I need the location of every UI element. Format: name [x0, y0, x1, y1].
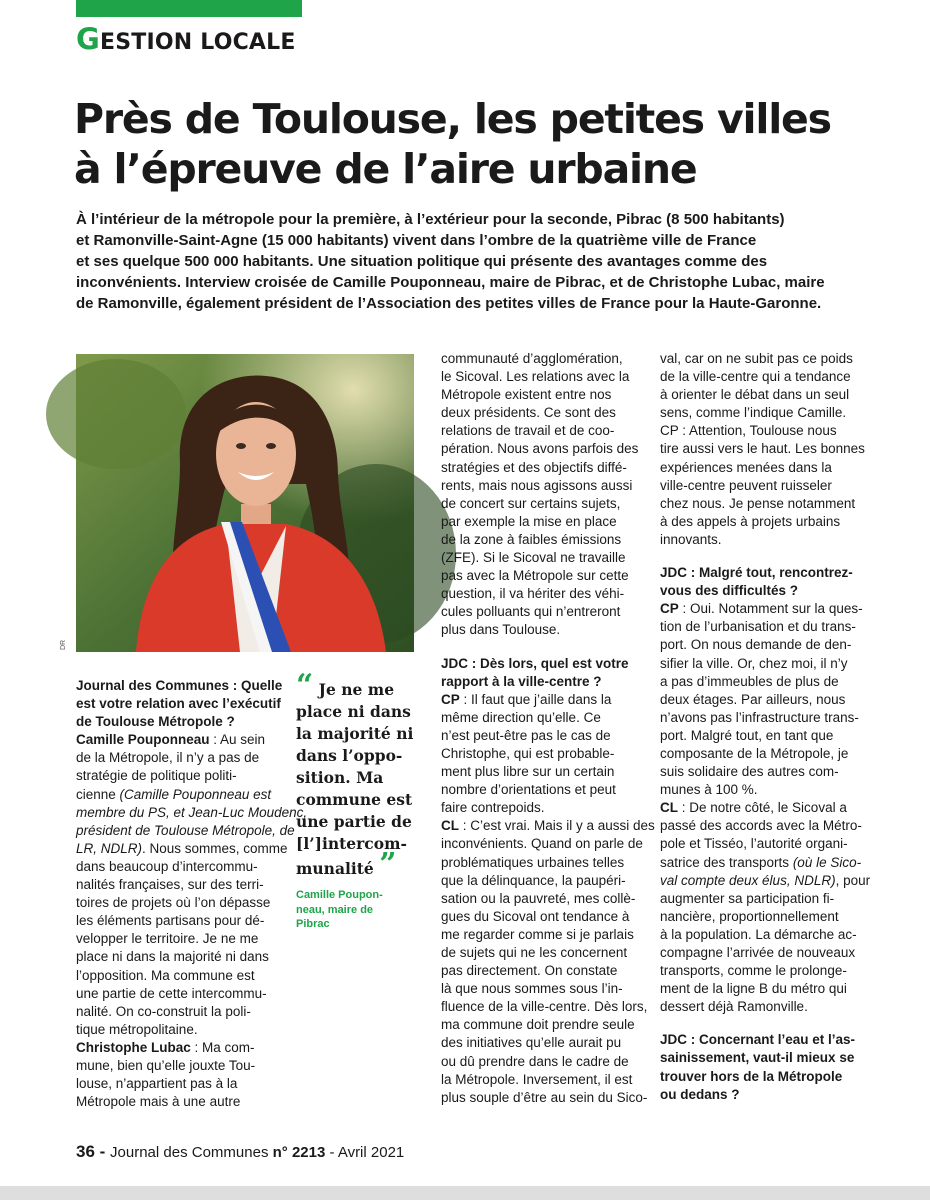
answer-line: faire contrepoids.: [441, 800, 545, 816]
answer-line: de concert sur certains sujets,: [441, 495, 621, 511]
answer-line: pole et Tisséo, l’autorité organi-: [660, 836, 848, 852]
answer-line: président de Toulouse Métropole, de: [76, 822, 295, 838]
question-line: trouver hors de la Métropole: [660, 1068, 843, 1084]
question-line: de Toulouse Métropole ?: [76, 714, 235, 730]
answer-line: port. On nous demande de den-: [660, 637, 852, 653]
text-column-3: [660, 350, 871, 1104]
answer-line: deux étages. Par ailleurs, nous: [660, 691, 846, 707]
answer-line: Christophe, qui est probable-: [441, 745, 615, 761]
answer-line: augmenter sa participation fi-: [660, 890, 835, 906]
answer-line: là que nous sommes sous l’in-: [441, 981, 623, 997]
answer-line: nombre d’orientations et peut: [441, 782, 616, 798]
photo-credit: DR: [60, 639, 67, 650]
section-color-bar: [76, 0, 302, 17]
answer-line: munes à 100 %.: [660, 782, 758, 798]
page-edge: [0, 1186, 930, 1200]
page-footer: 36 - Journal des Communes n° 2213 - Avril 2021: [76, 1142, 405, 1161]
answer-line: cienne (Camille Pouponneau est: [76, 786, 272, 802]
answer-line: de la ville-centre qui a tendance: [660, 369, 851, 385]
answer-line: la Métropole. Inversement, il est: [441, 1071, 633, 1087]
answer-line: à des appels à projets urbains: [660, 513, 841, 529]
answer-line: ville-centre peuvent ruisseler: [660, 477, 832, 493]
answer-line: (ZFE). Si le Sicoval ne travaille: [441, 550, 626, 566]
answer-line: à la population. La démarche ac-: [660, 926, 857, 942]
answer-line: me regarder comme si je parlais: [441, 926, 634, 942]
answer-line: CL : C’est vrai. Mais il y a aussi des: [441, 818, 655, 834]
answer-line: val compte deux élus, NDLR), pour: [660, 872, 871, 888]
text-column-2: [441, 350, 655, 1107]
answer-line: n’avons pas l’infrastructure trans-: [660, 709, 859, 725]
question-line: JDC : Concernant l’eau et l’as-: [660, 1032, 856, 1048]
answer-line: Métropole mais à une autre: [76, 1094, 241, 1110]
answer-line: composante de la Métropole, je: [660, 745, 849, 761]
pull-quote-line: munalité: [296, 859, 374, 878]
lead-line: et ses quelque 500 000 habitants. Une situation politique qui présente des avantages comme des: [76, 253, 768, 270]
answer-line: dans beaucoup d’intercommu-: [76, 858, 258, 874]
answer-line: port. Malgré tout, en tant que: [660, 727, 834, 743]
answer-line: expériences menées dans la: [660, 459, 832, 475]
answer-line: Camille Pouponneau : Au sein: [76, 732, 266, 748]
answer-line: sifier la ville. Or, chez moi, il n’y: [660, 655, 848, 671]
question-line: rapport à la ville-centre ?: [441, 673, 602, 689]
lead-line: À l’intérieur de la métropole pour la première, à l’extérieur pour la seconde, Pibrac (8 500 habitants): [76, 211, 785, 228]
pull-quote-line: place ni dans: [296, 702, 411, 721]
pull-quote-line: dans l’oppo-: [296, 746, 403, 765]
answer-line: à orienter le débat dans un seul: [660, 387, 850, 403]
open-quote-mark: “: [296, 668, 314, 703]
answer-line: plus dans Toulouse.: [441, 622, 561, 638]
journal-name: Journal des Communes: [110, 1144, 269, 1161]
headline-line: à l’épreuve de l’aire urbaine: [74, 145, 697, 193]
answer-line: CP : Attention, Toulouse nous: [660, 423, 837, 439]
answer-line: CP : Il faut que j’aille dans la: [441, 691, 612, 707]
answer-line: question, il va hériter des véhi-: [441, 586, 625, 602]
answer-line: fluence de la ville-centre. Dès lors,: [441, 999, 648, 1015]
answer-line: sation ou la pauvreté, mes collè-: [441, 890, 636, 906]
answer-line: louse, n’appartient pas à la: [76, 1076, 238, 1092]
answer-line: stratégies et des objectifs diffé-: [441, 459, 627, 475]
answer-line: Métropole existent entre nos: [441, 387, 612, 403]
answer-line: sens, comme l’indique Camille.: [660, 405, 847, 421]
answer-line: stratégie de politique politi-: [76, 768, 237, 784]
answer-line: de la Métropole, il n’y a pas de: [76, 750, 260, 766]
question-line: vous des difficultés ?: [660, 583, 799, 599]
pull-quote-line: sition. Ma: [296, 768, 384, 787]
article-lead: [76, 209, 866, 314]
question-line: JDC : Dès lors, quel est votre: [441, 655, 629, 671]
answer-line: ment plus libre sur un certain: [441, 764, 615, 780]
answer-line: tire aussi vers le haut. Les bonnes: [660, 441, 865, 457]
answer-line: l’opposition. Ma commune est: [76, 967, 255, 983]
answer-line: inconvénients. Quand on parle de: [441, 836, 643, 852]
lead-line: inconvénients. Interview croisée de Camille Pouponneau, maire de Pibrac, et de Christophe Lubac, maire: [76, 274, 825, 291]
answer-line: de sujets qui ne les concernent: [441, 945, 628, 960]
answer-line: par exemple la mise en place: [441, 513, 617, 529]
close-quote-mark: ”: [379, 847, 397, 882]
answer-line: Christophe Lubac : Ma com-: [76, 1039, 255, 1055]
page-number: 36: [76, 1142, 95, 1161]
answer-line: des initiatives qu’elle aurait pu: [441, 1035, 622, 1051]
answer-line: ou dû prendre dans le cadre de: [441, 1053, 629, 1069]
answer-line: velopper le territoire. Je ne me: [76, 931, 259, 947]
section-label: GESTION LOCALE: [76, 22, 296, 56]
answer-line: une partie de cette intercommu-: [76, 985, 267, 1001]
headline-line: Près de Toulouse, les petites villes: [74, 95, 831, 143]
pull-quote-line: Je ne me: [318, 680, 395, 699]
article-headline: [74, 94, 874, 194]
answer-line: CL : De notre côté, le Sicoval a: [660, 800, 847, 816]
answer-line: les éléments partisans pour dé-: [76, 913, 265, 929]
answer-line: toires de projets où l’on dépasse: [76, 895, 271, 911]
question-line: ou dedans ?: [660, 1086, 740, 1102]
pull-quote-line: une partie de: [296, 812, 412, 831]
question-line: sainissement, vaut-il mieux se: [660, 1050, 855, 1066]
answer-line: nancière, proportionnellement: [660, 908, 839, 924]
answer-line: de la zone à faibles émissions: [441, 531, 622, 547]
answer-line: membre du PS, et Jean-Luc Moudenc,: [76, 804, 308, 820]
answer-line: compagne l’arrivée de nouveaux: [660, 945, 856, 960]
pull-quote-line: [l’]intercom-: [296, 834, 407, 853]
answer-line: mune, bien qu’elle jouxte Tou-: [76, 1057, 256, 1073]
answer-line: relations de travail et de coo-: [441, 423, 615, 439]
question-line: JDC : Malgré tout, rencontrez-: [660, 565, 853, 581]
answer-line: CP : Oui. Notamment sur la ques-: [660, 601, 863, 617]
answer-line: tion de l’urbanisation et du trans-: [660, 619, 856, 635]
answer-line: problématiques urbaines telles: [441, 854, 625, 870]
answer-line: satrice des transports (où le Sico-: [660, 854, 862, 870]
portrait-photo: [76, 354, 414, 652]
answer-line: cules polluants qui n’entreront: [441, 604, 621, 620]
answer-line: tique métropolitaine.: [76, 1021, 198, 1037]
answer-line: pération. Nous avons parfois des: [441, 441, 639, 457]
answer-line: rents, mais nous agissons aussi: [441, 477, 633, 493]
answer-line: place ni dans la majorité ni dans: [76, 949, 269, 965]
answer-line: n’est peut-être pas le cas de: [441, 727, 611, 743]
answer-line: dessert déjà Ramonville.: [660, 999, 808, 1015]
answer-line: communauté d’agglomération,: [441, 351, 623, 366]
answer-line: innovants.: [660, 531, 722, 547]
answer-line: suis solidaire des autres com-: [660, 764, 839, 780]
answer-line: a pas d’immeubles de plus de: [660, 673, 839, 689]
answer-line: plus souple d’être au sein du Sico-: [441, 1089, 648, 1105]
answer-line: ma commune doit prendre seule: [441, 1017, 635, 1033]
issue-number: n° 2213: [268, 1144, 326, 1161]
answer-line: passé des accords avec la Métro-: [660, 818, 862, 834]
answer-line: ment de la ligne B du métro qui: [660, 981, 847, 997]
answer-line: nalité. On co-construit la poli-: [76, 1003, 251, 1019]
question-line: Journal des Communes : Quelle: [76, 678, 283, 693]
answer-line: val, car on ne subit pas ce poids: [660, 351, 853, 366]
pull-quote-attribution: Camille Poupon- neau, maire de Pibrac: [296, 889, 383, 930]
answer-line: pas directement. On constate: [441, 963, 618, 979]
pull-quote-line: commune est: [296, 790, 413, 809]
answer-line: deux présidents. Ce sont des: [441, 405, 616, 421]
answer-line: LR, NDLR). Nous sommes, comme: [76, 840, 288, 856]
answer-line: transports, comme le prolonge-: [660, 963, 847, 979]
answer-line: le Sicoval. Les relations avec la: [441, 369, 630, 385]
lead-line: de Ramonville, également président de l’Association des petites villes de France pour la Haute-Garonne.: [76, 295, 822, 312]
answer-line: chez nous. Je pense notamment: [660, 495, 856, 511]
answer-line: que la délinquance, la paupéri-: [441, 872, 626, 888]
pull-quote: [296, 668, 414, 932]
answer-line: même direction qu’elle. Ce: [441, 709, 601, 725]
answer-line: nalités françaises, sur des terri-: [76, 877, 264, 893]
lead-line: et Ramonville-Saint-Agne (15 000 habitants) vivent dans l’ombre de la quatrième ville de France: [76, 232, 757, 249]
answer-line: gues du Sicoval ont tendance à: [441, 908, 630, 924]
answer-line: pas avec la Métropole sur cette: [441, 568, 629, 584]
pull-quote-line: la majorité ni: [296, 724, 414, 743]
question-line: est votre relation avec l’exécutif: [76, 696, 281, 712]
issue-date: - Avril 2021: [325, 1144, 405, 1161]
text-column-1: [76, 677, 308, 1111]
